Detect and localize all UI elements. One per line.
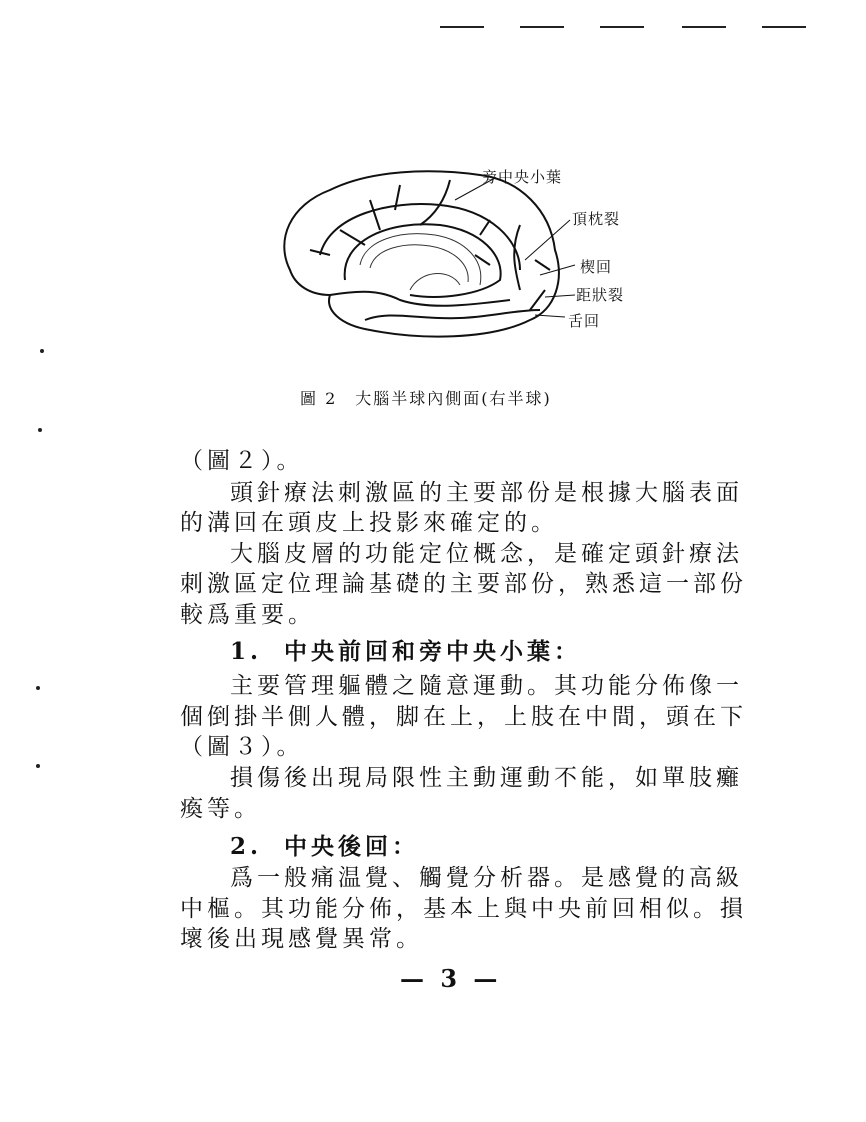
paragraph-line: 主要管理軀體之隨意運動。其功能分佈像一	[230, 673, 743, 699]
header-rule-1	[440, 26, 484, 28]
brain-figure	[270, 160, 670, 350]
margin-mark	[36, 764, 40, 768]
paragraph-line: 大腦皮層的功能定位概念，是確定頭針療法	[230, 541, 743, 567]
figure-number: 圖 2	[300, 389, 338, 408]
section-number: 2.	[230, 833, 263, 860]
section-heading-1	[230, 637, 581, 667]
paragraph-line: 壞後出現感覺異常。	[180, 926, 423, 952]
label-paracentral-lobule: 旁中央小葉	[482, 168, 563, 186]
section-title: 中央後回：	[284, 833, 420, 860]
paragraph-line: （圖２）。	[180, 448, 304, 474]
figure-caption-text: 大腦半球內側面(右半球)	[355, 389, 552, 408]
paragraph-line: 爲一般痛温覺、觸覺分析器。是感覺的高級	[230, 865, 743, 891]
header-rule-2	[520, 26, 564, 28]
label-lingual-gyrus: 舌回	[568, 312, 601, 330]
paragraph-line: 較爲重要。	[180, 602, 315, 628]
paragraph-line: 個倒掛半側人體，脚在上，上肢在中間，頭在下	[180, 704, 747, 730]
margin-mark	[38, 428, 42, 432]
header-rule-5	[762, 26, 806, 28]
label-cuneus: 楔回	[580, 258, 613, 276]
section-heading-2	[230, 832, 419, 862]
paragraph-line: 瘓等。	[180, 796, 261, 822]
header-rule-4	[682, 26, 726, 28]
paragraph-line: 頭針療法刺激區的主要部份是根據大腦表面	[230, 480, 743, 506]
brain-medial-illustration	[270, 160, 670, 350]
paragraph-line: 中樞。其功能分佈，基本上與中央前回相似。損	[180, 896, 747, 922]
label-calcarine-fissure: 距狀裂	[576, 286, 625, 304]
section-title: 中央前回和旁中央小葉：	[284, 638, 582, 665]
figure-caption	[300, 386, 552, 409]
paragraph-line: 的溝回在頭皮上投影來確定的。	[180, 510, 558, 536]
label-parieto-occipital-fissure: 頂枕裂	[572, 210, 621, 228]
margin-mark	[36, 686, 40, 690]
section-number: 1.	[230, 638, 263, 665]
paragraph-line: 損傷後出現局限性主動運動不能，如單肢癱	[230, 765, 743, 791]
page-number: — 3 —	[400, 964, 502, 993]
paragraph-line: 刺激區定位理論基礎的主要部份，熟悉這一部份	[180, 571, 747, 597]
header-rule-3	[600, 26, 644, 28]
paragraph-line: （圖３）。	[180, 734, 304, 760]
margin-mark	[40, 349, 44, 353]
